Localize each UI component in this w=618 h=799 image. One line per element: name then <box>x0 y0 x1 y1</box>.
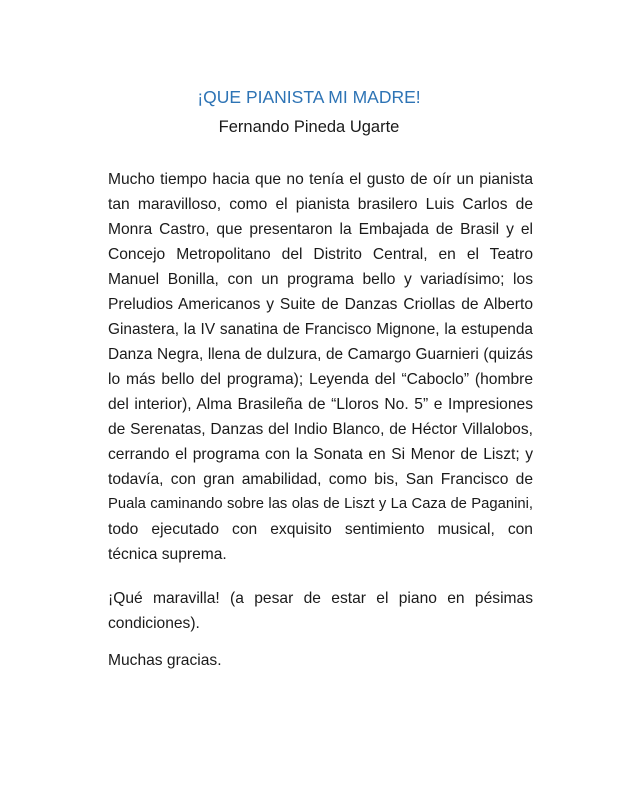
text-line: condiciones). <box>108 615 200 632</box>
paragraph-2 <box>108 586 533 636</box>
text-line: Danza Negra, llena de dulzura, de Camargo Guarnieri (quizás <box>108 346 533 363</box>
text-line: Puala caminando sobre las olas de Liszt y La Caza de Paganini, <box>108 496 533 512</box>
text-line: ¡Qué maravilla! (a pesar de estar el piano en pésimas <box>108 590 533 607</box>
text-line: Manuel Bonilla, con un programa bello y variadísimo; los <box>108 271 533 288</box>
text-line: Monra Castro, que presentaron la Embajada de Brasil y el <box>108 221 533 238</box>
text-line: técnica suprema. <box>108 546 227 563</box>
text-line: cerrando el programa con la Sonata en Si Menor de Liszt; y <box>108 446 533 463</box>
text-line: Muchas gracias. <box>108 652 222 669</box>
document-author: Fernando Pineda Ugarte <box>218 118 400 136</box>
text-line: todavía, con gran amabilidad, como bis, San Francisco de <box>108 471 533 488</box>
text-line: lo más bello del programa); Leyenda del “Caboclo” (hombre <box>108 371 533 388</box>
text-line: Preludios Americanos y Suite de Danzas Criollas de Alberto <box>108 296 533 313</box>
text-line: del interior), Alma Brasileña de “Lloros No. 5” e Impresiones <box>108 396 533 413</box>
text-line: tan maravilloso, como el pianista brasilero Luis Carlos de <box>108 196 533 213</box>
text-line: de Serenatas, Danzas del Indio Blanco, de Héctor Villalobos, <box>108 421 533 438</box>
text-line: todo ejecutado con exquisito sentimiento musical, con <box>108 521 533 538</box>
text-line: Mucho tiempo hacia que no tenía el gusto de oír un pianista <box>108 171 533 188</box>
document-title: ¡QUE PIANISTA MI MADRE! <box>197 87 421 107</box>
paragraph-3 <box>108 648 533 673</box>
text-line: Ginastera, la IV sanatina de Francisco Mignone, la estupenda <box>108 321 533 338</box>
paragraph-1 <box>108 167 533 567</box>
text-line: Concejo Metropolitano del Distrito Central, en el Teatro <box>108 246 533 263</box>
